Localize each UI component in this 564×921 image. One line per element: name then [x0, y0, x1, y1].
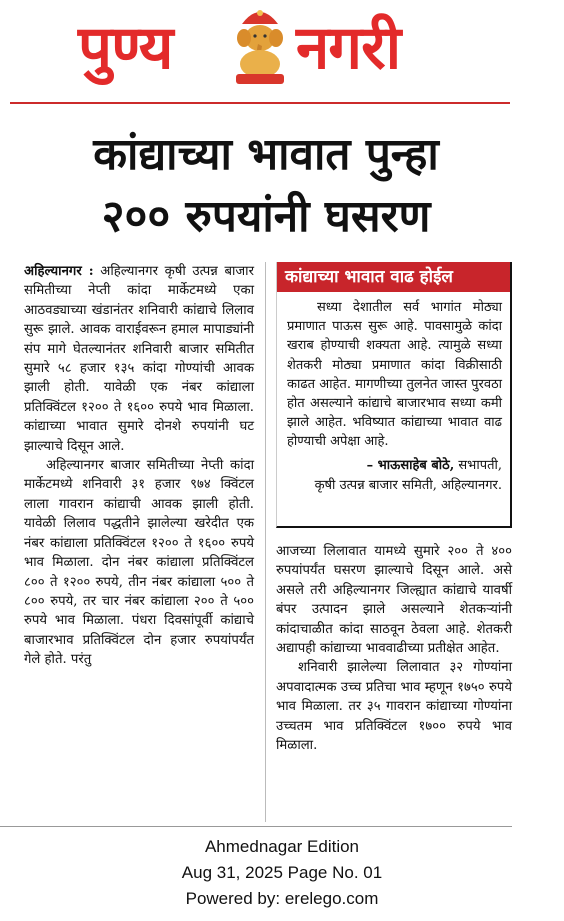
article-paragraph-3: आजच्या लिलावात यामध्ये सुमारे २०० ते ४०० रुपयांपर्यंत घसरण झाल्याचे दिसून आले. असे असले तरी अहिल्यानगर जिल्ह्यात कांद्याचे यावर्षी बंपर उत्पादन झाले असल्याने शेतकऱ्यांनी कांदाचाळीत कांदा साठवून ठेवला आहे. शेतकरी अद्यापही कांद्याच्या भाववाढीच्या प्रतीक्षेत आहेत.: [276, 544, 512, 657]
article-paragraph-2: अहिल्यानगर बाजार समितीच्या नेप्ती कांदा मार्केटमध्ये शनिवारी ३१ हजार ९७४ क्विंटल लाला गावरान कांद्याची आवक झाली होती. यावेळी लिलाव पद्धतीने झालेल्या खरेदीत एक नंबर कांद्याला प्रतिक्विंटल १२०० ते १६०० रुपये भाव मिळाला. दोन नंबर कांद्याला प्रतिक्विंटल ८०० ते १२०० रुपये, तीन नंबर कांद्याला ५०० ते ८०० रुपये, तर चार नंबर कांद्याला २०० ते ५०० रुपये भाव मिळाला. पंधरा दिवसांपूर्वी कांद्याचे बाजारभाव प्रतिक्विंटल दोन हजार रुपयांपर्यंत गेले होते. परंतु: [24, 458, 254, 668]
signature-org: कृषी उत्पन्न बाजार समिती, अहिल्यानगर.: [314, 477, 502, 493]
footer-powered-by[interactable]: Powered by: erelego.com: [185, 889, 379, 908]
signature-role: सभापती,: [454, 457, 502, 473]
article-paragraph-4: शनिवारी झालेल्या लिलावात ३२ गोण्यांना अपवादात्मक उच्च प्रतिचा भाव म्हणून १७५० रुपये भाव मिळाला. तर ३५ गावरान कांद्याच्या गोण्यांना उच्चतम भाव प्रतिक्विंटल १७०० रुपये भाव मिळाला.: [276, 660, 512, 754]
article-headline: [0, 124, 532, 248]
footer: [0, 834, 564, 912]
ganesha-idol-icon: [228, 4, 292, 88]
article-right-column: [276, 542, 512, 755]
footer-date-page: Aug 31, 2025 Page No. 01: [181, 863, 383, 882]
headline-line-2: २०० रुपयांनी घसरण: [101, 191, 431, 242]
masthead-left-word: पुण्य: [78, 13, 173, 83]
paragraph-1-text: अहिल्यानगर कृषी उत्पन्न बाजार समितीच्या नेप्ती कांदा मार्केटमध्ये एका आठवड्याच्या खंडानंतर शनिवारी कांद्याचे लिलाव सुरू झाले. आवक वाराईवरून हमाल मापाड्यांनी संप मागे घेतल्यानंतर शनिवारी बाजार समितीत सुमारे ५८ हजार १३५ कांदा गोण्यांची आवक झाली होती. यावेळी एक नंबर कांद्याला प्रतिक्विंटल १२०० ते १६०० रुपये भाव मिळाला. कांद्याच्या भावात सुमारे दोनशे रुपयांनी घट झाल्याचे दिसून आले.: [24, 264, 254, 454]
quote-box-title: कांद्याच्या भावात वाढ होईल: [277, 262, 510, 292]
column-divider: [265, 262, 266, 822]
masthead-right-word: नगरी: [296, 13, 401, 83]
quote-box-signature: [277, 452, 510, 496]
masthead-rule: [10, 102, 510, 104]
dateline: अहिल्यानगर :: [24, 264, 94, 279]
bottom-rule: [0, 826, 512, 827]
quote-box-body: सध्या देशातील सर्व भागांत मोठ्या प्रमाणात पाऊस सुरू आहे. पावसामुळे कांदा खराब होण्याची शक्यता आहे. त्यामुळे सध्या शेतकरी मोठ्या प्रमाणात कांदा विक्रीसाठी काढत आहेत. मागणीच्या तुलनेत जास्त पुरवठा होत असल्याने कांद्याचे बाजारभाव सध्या कमी झाले आहेत. भविष्यात कांद्याच्या भावात वाढ होण्याची अपेक्षा आहे.: [287, 300, 502, 450]
article-paragraph-1: [24, 262, 254, 456]
masthead: [0, 0, 564, 100]
signature-name: – भाऊसाहेब बोठे,: [366, 457, 455, 473]
quote-box: [276, 262, 512, 528]
footer-edition: Ahmednagar Edition: [204, 837, 360, 856]
article-left-column: [24, 262, 254, 670]
headline-line-1: कांद्याच्या भावात पुन्हा: [93, 129, 439, 180]
